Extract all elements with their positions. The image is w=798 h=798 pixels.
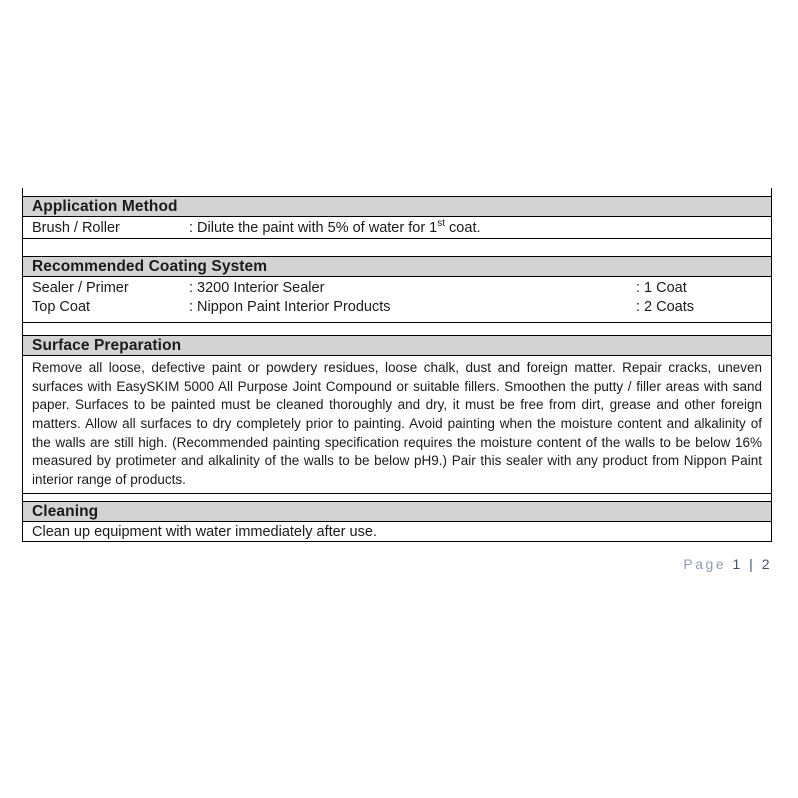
coating-product: : Nippon Paint Interior Products <box>189 298 391 315</box>
section-header-surface-preparation <box>22 335 772 356</box>
table-top-sliver <box>22 188 772 196</box>
ordinal-superscript: st <box>437 218 446 230</box>
section-spacer <box>22 323 772 335</box>
section-title: Surface Preparation <box>32 336 182 354</box>
section-header-recommended-coating-system <box>22 256 772 277</box>
section-header-cleaning <box>22 501 772 522</box>
section-spacer <box>22 239 772 256</box>
surface-preparation-paragraph: Remove all loose, defective paint or powdery residues, loose chalk, dust and foreign matter. Repair cracks, uneven surfaces with EasySKIM 5000 All Purpose Joint Compound or suitable fillers. Smoothen the putty / filler areas with sand paper. Surfaces to be painted must be cleaned thoroughly and dry, it must be free from dirt, grease and other foreign matters. Allow all surfaces to dry completely prior to painting. Avoid painting when the moisture content and alkalinity of the walls are still high. (Recommended painting specification requires the moisture content of the walls to be below 16% measured by protimeter and alkalinity of the walls to be below pH9.) Pair this sealer with any product from Nippon Paint interior range of products. <box>22 356 772 494</box>
page-footer-label: Page <box>683 556 727 572</box>
section-title: Cleaning <box>32 502 99 520</box>
cleaning-row: Clean up equipment with water immediately after use. <box>22 522 772 542</box>
page-footer-number: 1 | 2 <box>732 556 772 572</box>
section-header-application-method <box>22 196 772 217</box>
coating-count: : 2 Coats <box>636 298 695 315</box>
value-text: : Dilute the paint with 5% of water for 1 <box>189 220 438 236</box>
application-method-row <box>22 217 772 239</box>
coating-row-top-coat <box>32 298 762 317</box>
coating-count: : 1 Coat <box>636 280 687 296</box>
application-method-label: Brush / Roller <box>32 220 120 236</box>
section-title: Application Method <box>32 197 178 215</box>
value-text-end: coat. <box>445 220 481 236</box>
section-title: Recommended Coating System <box>32 257 268 275</box>
coating-row-sealer-primer <box>32 279 762 298</box>
coating-system-rows <box>22 277 772 323</box>
coating-label: Sealer / Primer <box>32 280 129 296</box>
application-method-value <box>189 219 762 238</box>
coating-label: Top Coat <box>32 298 91 315</box>
product-data-table <box>22 188 772 542</box>
section-spacer <box>22 494 772 501</box>
coating-product: : 3200 Interior Sealer <box>189 280 325 296</box>
page-footer <box>683 556 772 572</box>
